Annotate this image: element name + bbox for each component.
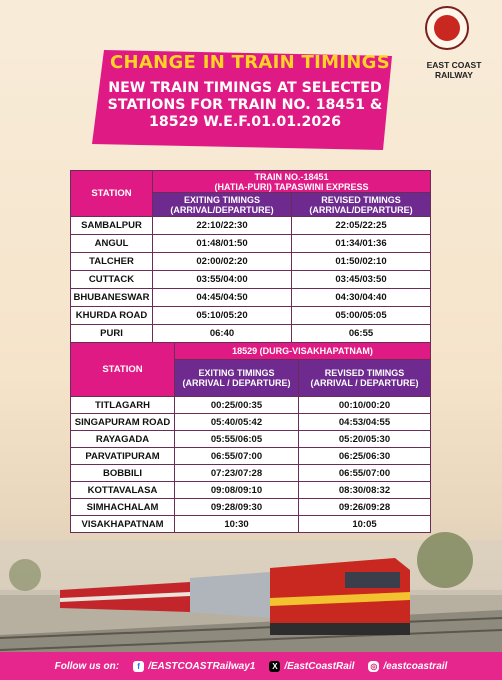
revised-time-cell: 06:25/06:30 bbox=[299, 448, 431, 465]
railway-logo-icon bbox=[425, 6, 469, 50]
table-row bbox=[71, 235, 431, 253]
instagram-handle: /eastcoastrail bbox=[383, 660, 448, 672]
station-cell: KHURDA ROAD bbox=[71, 307, 153, 325]
existing-time-cell: 10:30 bbox=[175, 516, 299, 533]
table-row bbox=[71, 482, 431, 499]
railway-name: EAST COAST RAILWAY bbox=[426, 60, 482, 80]
table-row bbox=[71, 217, 431, 235]
existing-timings-header bbox=[175, 360, 299, 397]
x-link[interactable] bbox=[269, 661, 354, 672]
existing-time-cell: 06:40 bbox=[153, 325, 292, 343]
revised-time-cell: 04:30/04:40 bbox=[292, 289, 431, 307]
subtitle-line: STATIONS FOR TRAIN NO. 18451 & bbox=[107, 97, 383, 113]
existing-time-cell: 07:23/07:28 bbox=[175, 465, 299, 482]
revised-sub: (ARRIVAL / DEPARTURE) bbox=[310, 378, 419, 388]
existing-time-cell: 09:28/09:30 bbox=[175, 499, 299, 516]
table-row bbox=[71, 414, 431, 431]
revised-time-cell: 00:10/00:20 bbox=[299, 397, 431, 414]
timings-table-18529 bbox=[70, 342, 431, 533]
station-cell: RAYAGADA bbox=[71, 431, 175, 448]
revised-time-cell: 09:26/09:28 bbox=[299, 499, 431, 516]
facebook-link[interactable] bbox=[133, 661, 255, 672]
station-cell: PARVATIPURAM bbox=[71, 448, 175, 465]
existing-time-cell: 05:10/05:20 bbox=[153, 307, 292, 325]
existing-time-cell: 01:48/01:50 bbox=[153, 235, 292, 253]
existing-time-cell: 22:10/22:30 bbox=[153, 217, 292, 235]
station-cell: CUTTACK bbox=[71, 271, 153, 289]
station-cell: TITLAGARH bbox=[71, 397, 175, 414]
existing-time-cell: 00:25/00:35 bbox=[175, 397, 299, 414]
existing-time-cell: 05:55/06:05 bbox=[175, 431, 299, 448]
revised-label: REVISED TIMINGS bbox=[321, 194, 401, 205]
station-cell: KOTTAVALASA bbox=[71, 482, 175, 499]
station-cell: VISAKHAPATNAM bbox=[71, 516, 175, 533]
existing-sub: (ARRIVAL/DEPARTURE) bbox=[170, 204, 274, 215]
subtitle-line: 18529 W.E.F.01.01.2026 bbox=[148, 114, 341, 130]
revised-time-cell: 06:55/07:00 bbox=[299, 465, 431, 482]
revised-time-cell: 10:05 bbox=[299, 516, 431, 533]
revised-time-cell: 06:55 bbox=[292, 325, 431, 343]
table-row bbox=[71, 499, 431, 516]
existing-time-cell: 09:08/09:10 bbox=[175, 482, 299, 499]
train-number: TRAIN NO.-18451 bbox=[254, 171, 329, 182]
train-header: 18529 (DURG-VISAKHAPATNAM) bbox=[175, 343, 431, 360]
revised-timings-header bbox=[292, 193, 431, 217]
x-icon: X bbox=[269, 661, 280, 672]
timings-table-18451 bbox=[70, 170, 431, 343]
table-row bbox=[71, 325, 431, 343]
train-illustration bbox=[0, 520, 502, 660]
follow-label: Follow us on: bbox=[54, 660, 120, 672]
revised-time-cell: 01:50/02:10 bbox=[292, 253, 431, 271]
facebook-icon: f bbox=[133, 661, 144, 672]
station-cell: PURI bbox=[71, 325, 153, 343]
existing-label: EXITING TIMINGS bbox=[183, 194, 260, 205]
revised-time-cell: 03:45/03:50 bbox=[292, 271, 431, 289]
table-row bbox=[71, 253, 431, 271]
station-cell: TALCHER bbox=[71, 253, 153, 271]
train-header bbox=[153, 171, 431, 193]
existing-label: EXITING TIMINGS bbox=[198, 368, 275, 378]
existing-timings-header bbox=[153, 193, 292, 217]
table-row bbox=[71, 431, 431, 448]
existing-time-cell: 06:55/07:00 bbox=[175, 448, 299, 465]
station-cell: SIMHACHALAM bbox=[71, 499, 175, 516]
table-row bbox=[71, 448, 431, 465]
existing-sub: (ARRIVAL / DEPARTURE) bbox=[182, 378, 291, 388]
revised-time-cell: 05:20/05:30 bbox=[299, 431, 431, 448]
revised-time-cell: 05:00/05:05 bbox=[292, 307, 431, 325]
subtitle-line: NEW TRAIN TIMINGS AT SELECTED bbox=[108, 80, 382, 96]
table-row bbox=[71, 271, 431, 289]
existing-time-cell: 03:55/04:00 bbox=[153, 271, 292, 289]
instagram-icon: ◎ bbox=[368, 661, 379, 672]
station-header: STATION bbox=[71, 171, 153, 217]
page-subtitle bbox=[100, 80, 390, 131]
station-header: STATION bbox=[71, 343, 175, 397]
table-row bbox=[71, 397, 431, 414]
revised-timings-header bbox=[299, 360, 431, 397]
page-title: CHANGE IN TRAIN TIMINGS bbox=[109, 52, 391, 73]
table-row bbox=[71, 465, 431, 482]
station-cell: BHUBANESWAR bbox=[71, 289, 153, 307]
revised-time-cell: 04:53/04:55 bbox=[299, 414, 431, 431]
station-cell: SAMBALPUR bbox=[71, 217, 153, 235]
revised-time-cell: 01:34/01:36 bbox=[292, 235, 431, 253]
existing-time-cell: 02:00/02:20 bbox=[153, 253, 292, 271]
instagram-link[interactable] bbox=[368, 661, 447, 672]
facebook-handle: /EASTCOASTRailway1 bbox=[148, 660, 256, 672]
revised-time-cell: 08:30/08:32 bbox=[299, 482, 431, 499]
footer-bar bbox=[0, 652, 502, 680]
existing-time-cell: 05:40/05:42 bbox=[175, 414, 299, 431]
revised-sub: (ARRIVAL/DEPARTURE) bbox=[309, 204, 413, 215]
station-cell: SINGAPURAM ROAD bbox=[71, 414, 175, 431]
x-handle: /EastCoastRail bbox=[284, 660, 355, 672]
existing-time-cell: 04:45/04:50 bbox=[153, 289, 292, 307]
table-row bbox=[71, 307, 431, 325]
station-cell: BOBBILI bbox=[71, 465, 175, 482]
table-row bbox=[71, 289, 431, 307]
revised-time-cell: 22:05/22:25 bbox=[292, 217, 431, 235]
station-cell: ANGUL bbox=[71, 235, 153, 253]
revised-label: REVISED TIMINGS bbox=[324, 368, 405, 378]
train-name: (HATIA-PURI) TAPASWINI EXPRESS bbox=[214, 181, 369, 192]
